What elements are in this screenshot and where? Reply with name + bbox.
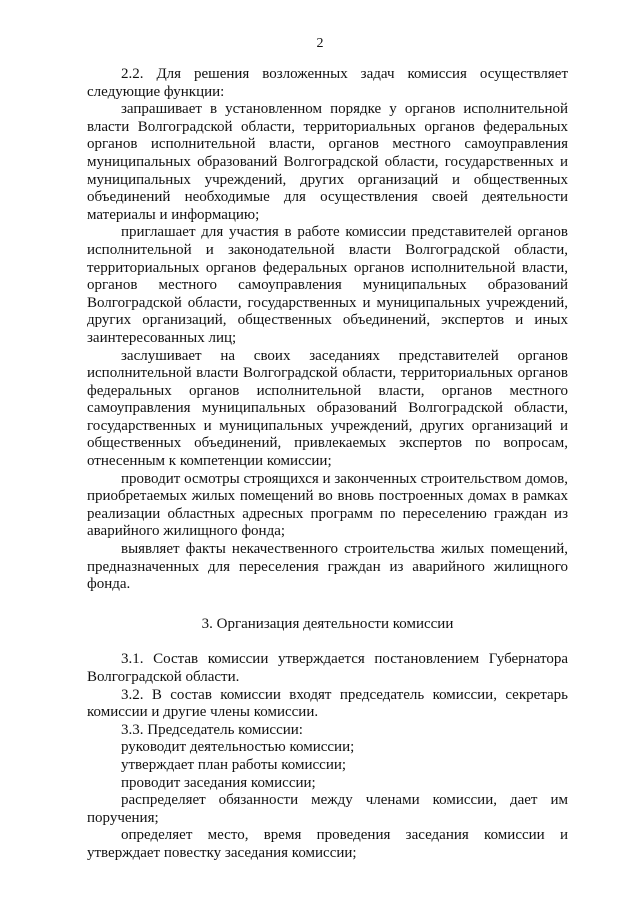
paragraph-3-2: 3.2. В состав комиссии входят председатель комиссии, секретарь комиссии и другие члены комиссии. bbox=[87, 686, 568, 721]
document-body bbox=[87, 66, 568, 863]
paragraph-3-1: 3.1. Состав комиссии утверждается постановлением Губернатора Волгоградской области. bbox=[87, 651, 568, 685]
paragraph-holds-meetings: проводит заседания комиссии; bbox=[121, 774, 316, 791]
page-number: 2 bbox=[316, 36, 324, 51]
paragraph-approves-plan: утверждает план работы комиссии; bbox=[121, 756, 347, 773]
paragraph-manages: руководит деятельностью комиссии; bbox=[121, 739, 355, 756]
paragraph-determines-place: определяет место, время проведения заседания комиссии и утверждает повестку заседания комиссии; bbox=[87, 827, 568, 861]
paragraph-invites: приглашает для участия в работе комиссии представителей органов исполнительной и законодательной власти Волгоградской области, территориальных органов федеральных органов исполнительной власти, органов местного самоуправления муниципальных образований Волгоградской области, государственных и муниципальных учреждений, других организаций, общественных объединений, экспертов и иных заинтересованных лиц; bbox=[87, 224, 568, 346]
paragraph-identifies-defects: выявляет факты некачественного строительства жилых помещений, предназначенных для переселения граждан из аварийного жилищного фонда. bbox=[87, 541, 568, 593]
paragraph-hears: заслушивает на своих заседаниях представителей органов исполнительной власти Волгоградской области, территориальных органов федеральных органов исполнительной власти, органов местного самоуправления муниципальных образований Волгоградской области, государственных и муниципальных учреждений, других организаций и общественных объединений, привлекаемых экспертов по вопросам, отнесенным к компетенции комиссии; bbox=[87, 347, 568, 470]
paragraph-requests-info: запрашивает в установленном порядке у органов исполнительной власти Волгоградской области, территориальных органов федеральных органов исполнительной власти, органов местного самоуправления муниципальных образований Волгоградской области, государственных и муниципальных учреждений, других организаций и общественных объединений необходимые для осуществления своей деятельности материалы и информацию; bbox=[87, 101, 568, 223]
paragraph-3-3: 3.3. Председатель комиссии: bbox=[121, 721, 303, 738]
section-3-heading: 3. Организация деятельности комиссии bbox=[201, 615, 454, 632]
paragraph-inspections: проводит осмотры строящихся и законченных строительством домов, приобретаемых жилых помещений во вновь построенных домах в рамках реализации областных адресных программ по переселению граждан из аварийного жилищного фонда; bbox=[87, 470, 568, 540]
paragraph-distributes-duties: распределяет обязанности между членами комиссии, дает им поручения; bbox=[87, 792, 568, 826]
paragraph-2-2: 2.2. Для решения возложенных задач комиссия осуществляет следующие функции: bbox=[87, 66, 568, 100]
